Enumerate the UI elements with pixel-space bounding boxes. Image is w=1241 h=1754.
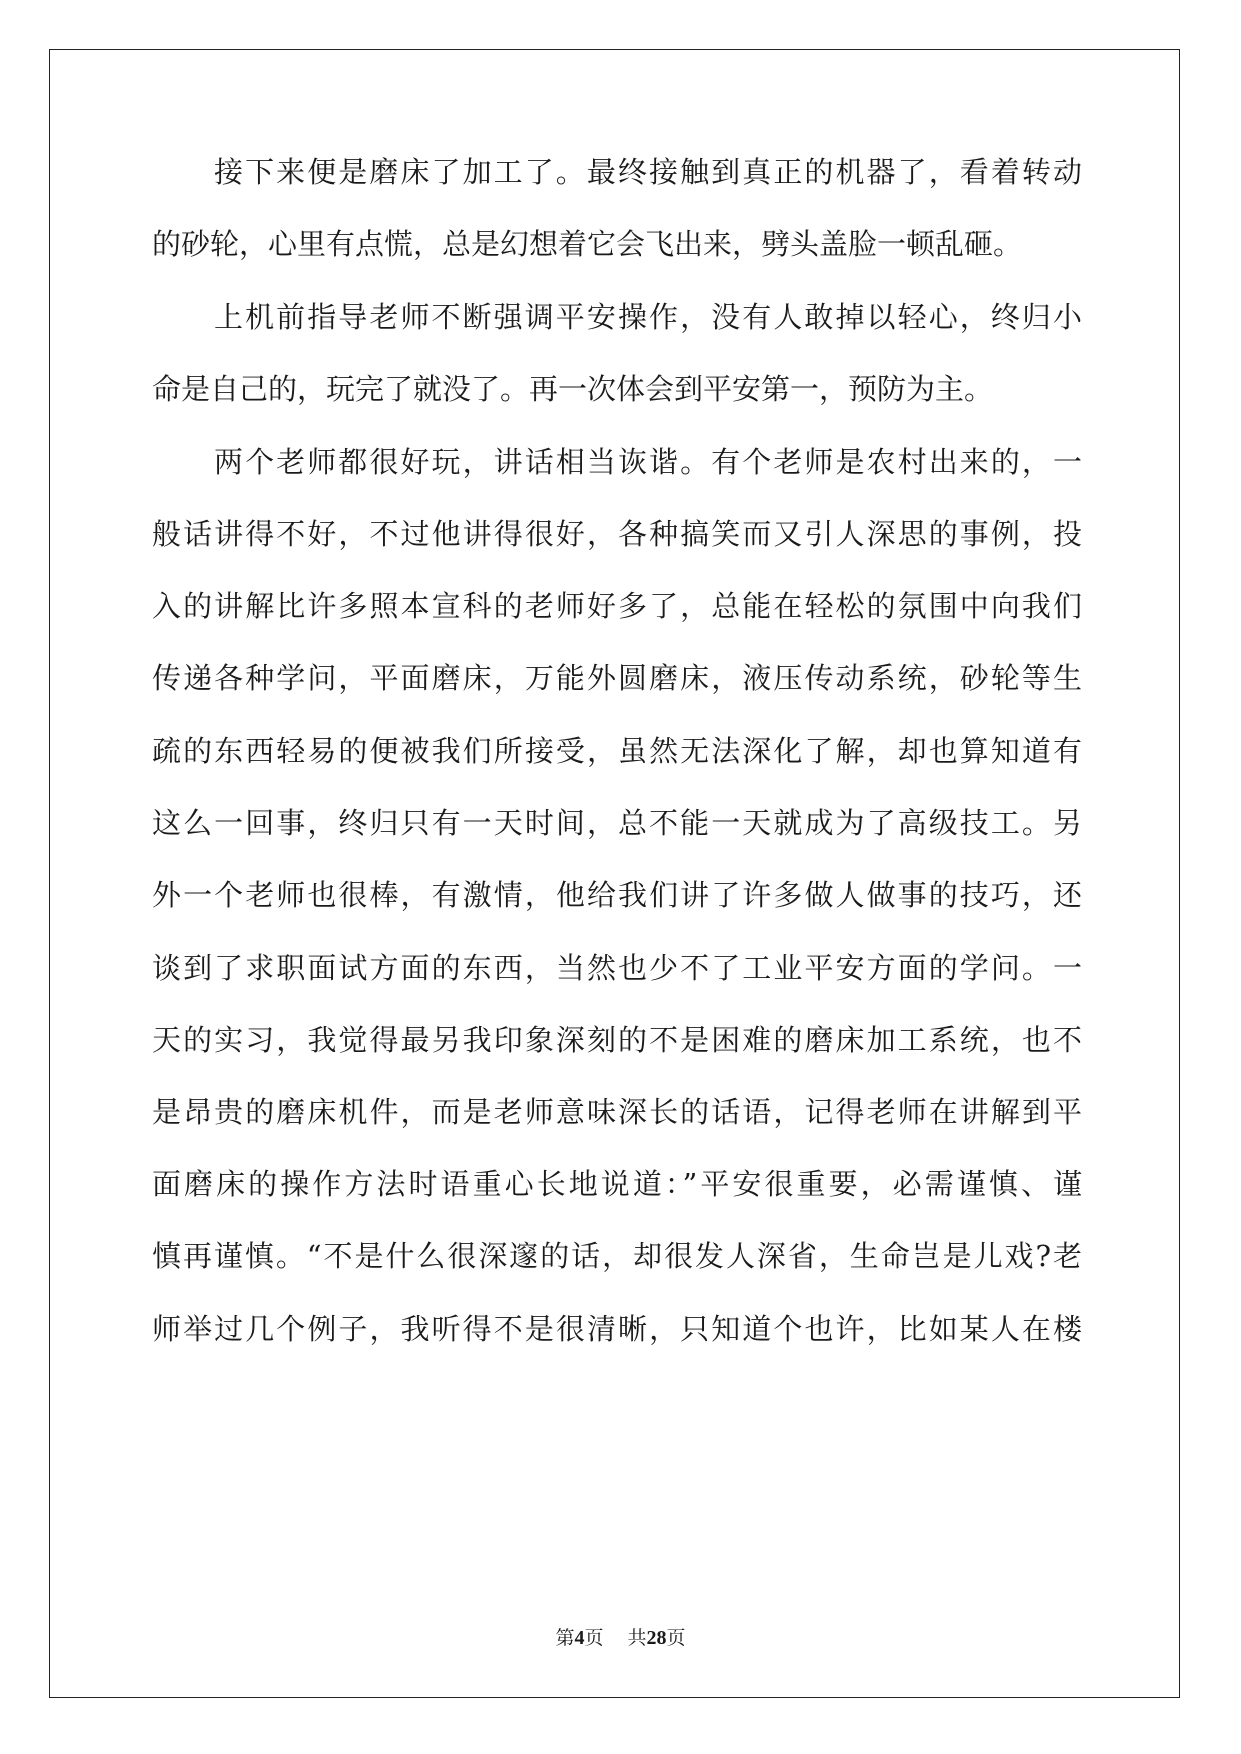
total-pages: 28 bbox=[646, 1627, 667, 1649]
paragraph-3-line-3: 入的讲解比许多照本宣科的老师好多了，总能在轻松的氛围中向我们 bbox=[152, 589, 1082, 623]
paragraph-3-line-12: 慎再谨慎。“不是什么很深邃的话，却很发人深省，生命岂是儿戏?老 bbox=[152, 1239, 1082, 1273]
paragraph-3-line-5: 疏的东西轻易的便被我们所接受，虽然无法深化了解，却也算知道有 bbox=[152, 734, 1082, 768]
paragraph-3-line-11: 面磨床的操作方法时语重心长地说道：”平安很重要，必需谨慎、谨 bbox=[152, 1167, 1082, 1201]
paragraph-3-line-6: 这么一回事，终归只有一天时间，总不能一天就成为了高级技工。另 bbox=[152, 806, 1082, 840]
page-number: 4 bbox=[574, 1627, 585, 1649]
paragraph-3-line-9: 天的实习，我觉得最另我印象深刻的不是困难的磨床加工系统，也不 bbox=[152, 1023, 1082, 1057]
page-prefix: 第 bbox=[555, 1627, 575, 1649]
paragraph-3-line-10: 是昂贵的磨床机件，而是老师意味深长的话语，记得老师在讲解到平 bbox=[152, 1095, 1082, 1129]
paragraph-1-line-2: 的砂轮，心里有点慌，总是幻想着它会飞出来，劈头盖脸一顿乱砸。 bbox=[152, 227, 1023, 261]
paragraph-3-line-7: 外一个老师也很棒，有激情，他给我们讲了许多做人做事的技巧，还 bbox=[152, 878, 1082, 912]
paragraph-3-line-1: 两个老师都很好玩，讲话相当诙谐。有个老师是农村出来的，一 bbox=[214, 445, 1082, 479]
total-prefix: 共 bbox=[627, 1627, 647, 1649]
paragraph-1-line-1: 接下来便是磨床了加工了。最终接触到真正的机器了，看着转动 bbox=[214, 155, 1082, 189]
paragraph-2-line-2: 命是自己的，玩完了就没了。再一次体会到平安第一，预防为主。 bbox=[152, 372, 994, 406]
total-suffix: 页 bbox=[666, 1627, 686, 1649]
paragraph-3-line-8: 谈到了求职面试方面的东西，当然也少不了工业平安方面的学问。一 bbox=[152, 951, 1082, 985]
paragraph-3-line-13: 师举过几个例子，我听得不是很清晰，只知道个也许，比如某人在楼 bbox=[152, 1312, 1082, 1346]
page-footer bbox=[0, 1626, 1241, 1650]
paragraph-3-line-2: 般话讲得不好，不过他讲得很好，各种搞笑而又引人深思的事例，投 bbox=[152, 517, 1082, 551]
paragraph-3-line-4: 传递各种学问，平面磨床，万能外圆磨床，液压传动系统，砂轮等生 bbox=[152, 661, 1082, 695]
paragraph-2-line-1: 上机前指导老师不断强调平安操作，没有人敢掉以轻心，终归小 bbox=[214, 300, 1082, 334]
page-suffix: 页 bbox=[584, 1627, 604, 1649]
